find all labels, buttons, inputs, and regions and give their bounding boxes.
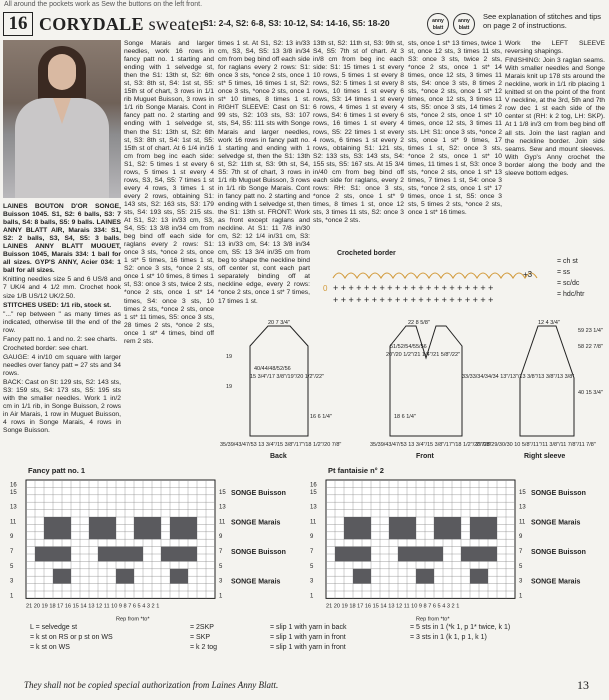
svg-text:18 6 1/4": 18 6 1/4" bbox=[394, 414, 416, 420]
svg-text:+ + + + + + + + + + + + + + +: + + + + + + + + + + + + + + + + + + + + + bbox=[333, 295, 494, 305]
finishing-text: FINISHING: Join 3 raglan seams. With smaller needles and Songe Marais knit up 178 sts around the neckline, work in 1/1 rib placing 1 knitted st on the point of the front V neckline, at the 3rd, 5th and 7th row dec 1 st each side of the center st (RH: k 2 tog, LH: SKP). At 1 1/8 in/3 cm from beg bind off all sts. Join the last raglan and the neckline border. Join side seams. Sew and mount sleeves. With Gyp's Anny crochet the border along the body and the sleeve bottom edges. bbox=[505, 57, 605, 177]
chart-cell-dark bbox=[470, 517, 497, 539]
chart-cell-dark bbox=[416, 569, 434, 584]
chart-cell-dark bbox=[134, 517, 161, 539]
row-label: 13 bbox=[310, 504, 317, 511]
svg-text:35/39/43/47/53 13 3/4"/15 3/8: 35/39/43/47/53 13 3/4"/15 3/8"/17"/18 1/2"/20 7/8" bbox=[370, 442, 492, 448]
legend-hdc: = hdc/htr bbox=[557, 291, 585, 298]
instructions-text: Songe Marais and larger needles, work 16 rows in fancy patt no. 1 starting and ending with 1 selvedge st, then the S1: 13th st, S2: 6th st, S3: 8th st, S4: 1st st, S5: 15th st of chart, 3 rows in 1/1 rib Muguet Buisson, 3 rows in 1/1 rib Songe Marais. Cont in fancy patt no. 2 starting and ending with 1 selvedge st, then the S1: 13th st, S2: 6th st, S3: 8th st, S4: 1st st, S5: 15th st of chart. At 6 1/4 in/16 cm from beg inc each side: S1, S2: 5 times 1 st every 6 rows, 5 times 1 st every 4 rows, S3, S4, S5: 7 times 1 st every 4 rows, 3 times 1 st every 2 rows, obtaining S1: 143 sts, S2: 163 sts, S3: 179 sts, S4: 193 sts, S5: 215 sts. At S1, S2: 13 in/33 cm, S3, S4, S5: 13 3/8 in/34 cm from beg bind off each side for raglans every 2 rows: S1: once 3 sts, *once 2 sts, once 1 st* 5 times, 16 times 1 st, S2: once 3 sts, *once 2 sts, once 1 st* 10 times, 8 times 1 st, S3: once 3 sts, twice 2 sts, *once 2 sts, once 1 st* 14 times, S4: once 3 sts, 10 times 2 sts, *once 2 sts, once 1 st* 11 times, S5: once 3 sts, 28 times 2 sts, *once 2 sts, once 1 st* 4 times, bind off rem 2 sts. bbox=[124, 40, 214, 345]
svg-text:33/33/34/34/34 13"/13"/13 3/8: 33/33/34/34/34 13"/13"/13 3/8"/13 3/8"/13 3/8" bbox=[462, 374, 575, 380]
instructions-col-1 bbox=[3, 203, 121, 493]
crocheted-border-chart bbox=[313, 250, 605, 312]
row-label: 1 bbox=[219, 593, 223, 600]
svg-text:40 15 3/4": 40 15 3/4" bbox=[578, 390, 603, 396]
instructions-col-5 bbox=[408, 40, 502, 248]
row-label: 5 bbox=[10, 563, 14, 570]
legend-sc: = sc/dc bbox=[557, 280, 580, 287]
chart-cell-dark bbox=[170, 517, 197, 539]
row-label: 16 bbox=[310, 482, 317, 489]
key-5in1: = 5 sts in 1 (*k 1, p 1* twice, k 1) bbox=[410, 624, 511, 631]
mark-3: +3 bbox=[523, 270, 533, 279]
instructions-text: sts, once 1 st* 13 times, twice 1 st, once 12 sts, 3 times 11 sts, S3: once 3 sts, twice 2 sts, *once 2 sts, once 1 st* 14 times, once 12 sts, 3 times 11 sts, S4: once 3 sts, 8 times 2 sts, *once 2 sts, once 1 st* 12 times, once 12 sts, 3 times 11 sts, S5: once 3 sts, 14 times 2 sts, *once 2 sts, once 1 st* 10 times, once 12 sts, 3 times 11 sts. LH: S1: once 3 sts, *once 2 sts, once 1 st* 9 times, 17 times 1 st, S2: once 3 sts, *once 2 sts, once 1 st* 10 times, 11 times 1 st, S3: once 3 sts, *once 2 sts, once 1 st* 13 times, 7 times 1 st, S4: once 3 sts, *once 2 sts, once 1 st* 17 times, once 1 st, S5: once 3 sts, 5 times 2 sts, *once 2 sts, once 1 st* 16 times. bbox=[408, 40, 502, 216]
yarn-color-label: SONGE Buisson bbox=[531, 489, 586, 497]
back-text: BACK: Cast on St: 129 sts, S2: 143 sts, S3: 159 sts, S4: 173 sts, S5: 195 sts with the smaller needles. Work 1 in/2 cm in 1/1 rib, in Songe Buisson, 2 rows in Air Marais, 1 row in Muguet Buisson, 4 rows in Songe Marais, 4 rows in Songe Buisson. bbox=[3, 378, 121, 435]
svg-text:19: 19 bbox=[226, 354, 233, 360]
chart-cell-dark bbox=[344, 517, 371, 539]
pattern-number: 16 bbox=[3, 12, 33, 36]
title-item: sweater bbox=[148, 14, 206, 34]
stitch-key bbox=[30, 624, 590, 664]
chart-cell-dark bbox=[44, 517, 71, 539]
row-label: 7 bbox=[219, 549, 223, 555]
row-label: 3 bbox=[519, 578, 523, 585]
row-label: 5 bbox=[519, 563, 523, 570]
key-knit-ws: = k st on WS bbox=[30, 644, 70, 651]
key-2skp: = 2SKP bbox=[190, 624, 214, 631]
row-label: 11 bbox=[519, 519, 526, 526]
svg-text:12 4 3/4": 12 4 3/4" bbox=[538, 320, 560, 326]
repeat-label: Rep from *to* bbox=[416, 616, 450, 623]
header-note: See explanation of stitches and tips on page 2 of instructions. bbox=[483, 12, 601, 30]
row-label: 11 bbox=[310, 519, 317, 526]
svg-text:35/39/43/47/53 13 3/4"/15 3/8: 35/39/43/47/53 13 3/4"/15 3/8"/17"/18 1/2"/20 7/8" bbox=[220, 442, 342, 448]
legend-ss: = ss bbox=[557, 269, 571, 276]
title-brand: CORYDALE bbox=[39, 14, 144, 34]
pattern-header bbox=[3, 12, 605, 38]
row-label: 13 bbox=[219, 504, 226, 511]
copyright-note: They shall not be copied special authorization from Laines Anny Blatt. bbox=[24, 680, 279, 690]
sizes-line: S1: 2-4, S2: 6-8, S3: 10-12, S4: 14-16, S5: 18-20 bbox=[203, 18, 390, 28]
key-selvedge: L = selvedge st bbox=[30, 624, 78, 631]
svg-text:20 7 3/4": 20 7 3/4" bbox=[268, 320, 290, 326]
row-label: 9 bbox=[219, 534, 223, 541]
svg-text:58 22 7/8": 58 22 7/8" bbox=[578, 344, 603, 350]
chart-cell-dark bbox=[335, 547, 371, 562]
key-skp: = SKP bbox=[190, 634, 211, 641]
pattern-title bbox=[39, 12, 206, 36]
row-label: 7 bbox=[10, 549, 14, 555]
row-label: 11 bbox=[219, 519, 226, 526]
schematic-drawings bbox=[220, 318, 606, 468]
row-label: 7 bbox=[310, 549, 314, 555]
chart-title: Pt fantaisie n° 2 bbox=[328, 466, 384, 475]
brand-logo: anny blatt bbox=[427, 13, 449, 35]
crochet-legend bbox=[557, 256, 584, 300]
row-label: 15 bbox=[10, 489, 17, 496]
sleeve-outline bbox=[520, 326, 574, 436]
brand-logo: anny blatt bbox=[453, 13, 475, 35]
yarn-color-label: SONGE Buisson bbox=[231, 489, 286, 497]
sleeve-label: Right sleeve bbox=[524, 453, 566, 460]
svg-text:19: 19 bbox=[226, 384, 233, 390]
materials-text: LAINES BOUTON D'OR SONGE, Buisson 1045. S1, S2: 6 balls, S3: 7 balls, S4: 8 balls, S5: 9 balls. LAINES ANNY BLATT AIR, Marais 334: S1, S2: 2 balls, S3, S4, S5: 3 balls. LAINES ANNY BLATT MUGUET, Buisson 1045, Marais 334: 1 ball for all sizes. GYP'S ANNY, Acier 034: 1 ball for all sizes. bbox=[3, 203, 121, 275]
crochet-border-text: Crocheted border: see chart. bbox=[3, 344, 89, 352]
row-label: 5 bbox=[310, 563, 314, 570]
instructions-col-2 bbox=[124, 40, 214, 494]
row-label: 1 bbox=[519, 593, 523, 600]
row-label: 3 bbox=[219, 578, 223, 585]
fancy-patt-text: Fancy patt no. 1 and no. 2: see charts. bbox=[3, 335, 118, 343]
yarn-color-label: SONGE Marais bbox=[231, 578, 281, 586]
page-number: 13 bbox=[577, 678, 589, 692]
chart-cell-dark bbox=[116, 569, 134, 584]
column-numbers: 21 20 19 18 17 16 15 14 13 12 11 10 9 8 7 6 5 4 3 2 1 bbox=[326, 603, 460, 610]
mark-0: 0 bbox=[323, 284, 328, 293]
chart-cell-dark bbox=[53, 569, 71, 584]
legend-ch: = ch st bbox=[557, 258, 578, 265]
chart-cell-dark bbox=[35, 547, 71, 562]
svg-text:20"/20 1/2"/21 1/4"/21 5/8"/22: 20"/20 1/2"/21 1/4"/21 5/8"/22" bbox=[386, 352, 460, 358]
column-numbers: 21 20 19 18 17 16 15 14 13 12 11 10 9 8 7 6 5 4 3 2 1 bbox=[26, 603, 160, 610]
row-label: 3 bbox=[310, 578, 314, 585]
back-outline bbox=[250, 326, 308, 436]
chart-grid bbox=[8, 476, 302, 632]
instructions-text: times 1 st. At S1, S2: 13 in/33 cm, S3, S4, S5: 13 3/8 in/34 cm from beg bind off each side for raglans every 2 rows: S1: once 3 sts, *once 2 sts, once 1 st* 5 times, 16 times 1 st, S2: once 3 sts, *once 2 sts, once 1 st* 10 times, 8 times 1 st. RIGHT SLEEVE: Cast on S1: 99 sts, S2: 103 sts, S3: 107 sts, S4, S5: 111 sts with Songe Marais and larger needles, work 16 rows in fancy patt no. 1 starting and ending with 1 selvedge st, then the S1: 13th st, S2: 11th st, S3: 9th st, S4, S5: 7th st of chart, 3 rows in 1/1 rib Muguet Buisson, 3 rows in 1/1 rib Songe Marais. Cont in fancy patt no. 2 starting and ending with 1 selvedge st, then the S1: 13th st. FRONT: Work as front except raglans and neckline. At S1: 11 7/8 in/30 cm, S2: 12 1/4 in/31 cm, S3: 13 in/33 cm, S4: 13 3/8 in/34 cm, S5: 13 3/4 in/35 cm from beg to shape the neckline bind off center st, cont each part separately binding off at neckline edge, every 2 rows: *once 2 sts, once 1 st* 7 times, 17 times 1 st. bbox=[218, 40, 310, 305]
chart-cell-dark bbox=[470, 569, 488, 584]
chart-cell-dark bbox=[461, 547, 497, 562]
svg-text:+ + + + + + + + + + + + + + +: + + + + + + + + + + + + + + + + + + + + + bbox=[333, 283, 494, 293]
chart-grid bbox=[308, 476, 606, 632]
row-label: 15 bbox=[310, 489, 317, 496]
chart-cell-dark bbox=[434, 517, 461, 539]
stitches-heading: STITCHES USED: 1/1 rib, stock st. bbox=[3, 301, 112, 309]
model-photo bbox=[3, 40, 121, 198]
front-label: Front bbox=[416, 453, 434, 460]
key-knit: = k st on RS or p st on WS bbox=[30, 634, 113, 641]
yarn-color-label: SONGE Marais bbox=[531, 519, 581, 527]
row-label: 11 bbox=[10, 519, 17, 526]
row-label: 9 bbox=[310, 534, 314, 541]
repeat-label: Rep from *to* bbox=[116, 616, 150, 623]
top-strip: All around the pockets work as Sew the buttons on the left front. bbox=[4, 1, 203, 8]
needles-text: Knitting needles size 5 and 6 US/8 and 7 UK/4 and 4 1/2 mm. Crochet hook size 1/B US/12 UK/2.50. bbox=[3, 276, 121, 300]
instructions-col-4 bbox=[313, 40, 404, 248]
gauge-text: GAUGE: 4 in/10 cm square with larger needles over fancy patt = 27 sts and 34 rows. bbox=[3, 353, 121, 377]
crochet-title: Crocheted border bbox=[337, 250, 396, 257]
chart-cell-dark bbox=[389, 517, 416, 539]
key-3in1: = 3 sts in 1 (k 1, p 1, k 1) bbox=[410, 634, 487, 641]
svg-text:27/28/29/30/30 10 5/8"/11"/11: 27/28/29/30/30 10 5/8"/11"/11 3/8"/11 7/8"/11 7/8" bbox=[476, 442, 596, 448]
svg-text:40/44/48/52/56: 40/44/48/52/56 bbox=[254, 366, 291, 372]
left-sleeve-text: Work the LEFT SLEEVE reversing shapings. bbox=[505, 40, 605, 56]
chart-title: Fancy patt no. 1 bbox=[28, 466, 86, 475]
row-label: 15 bbox=[519, 489, 526, 496]
svg-text:59 23 1/4": 59 23 1/4" bbox=[578, 328, 603, 334]
row-label: 5 bbox=[219, 563, 223, 570]
svg-text:15 3/4"/17 3/8"/19"/20 1/2"/22: 15 3/4"/17 3/8"/19"/20 1/2"/22" bbox=[250, 374, 324, 380]
schematics bbox=[220, 318, 606, 468]
chart-cell-dark bbox=[353, 569, 371, 584]
row-label: 9 bbox=[519, 534, 523, 541]
page-footer bbox=[0, 676, 609, 700]
row-label: 13 bbox=[10, 504, 17, 511]
back-label: Back bbox=[270, 453, 287, 460]
row-label: 16 bbox=[10, 482, 17, 489]
row-label: 1 bbox=[10, 593, 14, 600]
key-k2tog: = k 2 tog bbox=[190, 644, 218, 651]
row-label: 1 bbox=[310, 593, 314, 600]
key-slip-front-2: = slip 1 with yarn in front bbox=[270, 644, 346, 651]
chart-cell-dark bbox=[98, 547, 143, 562]
svg-text:16 6 1/4": 16 6 1/4" bbox=[310, 414, 332, 420]
svg-text:51/52/54/55/56: 51/52/54/55/56 bbox=[390, 344, 427, 350]
chart-cell-dark bbox=[161, 547, 197, 562]
row-label: 3 bbox=[10, 578, 14, 585]
chart-cell-dark bbox=[398, 547, 443, 562]
yarn-color-label: SONGE Marais bbox=[531, 578, 581, 586]
row-label: 15 bbox=[219, 489, 226, 496]
chart-cell-dark bbox=[170, 569, 188, 584]
instructions-col-6 bbox=[505, 40, 605, 248]
key-slip-front: = slip 1 with yarn in front bbox=[270, 634, 346, 641]
yarn-color-label: SONGE Buisson bbox=[231, 549, 286, 556]
row-label: 9 bbox=[10, 534, 14, 541]
svg-text:22 8 5/8": 22 8 5/8" bbox=[408, 320, 430, 326]
yarn-color-label: SONGE Buisson bbox=[531, 549, 586, 556]
row-label: 7 bbox=[519, 549, 523, 555]
yarn-color-label: SONGE Marais bbox=[231, 519, 281, 527]
instructions-text: 13th st, S2: 11th st, S3: 9th st, S4, S5: 7th st of chart. At 3 in/8 cm from beg inc each side: S1: 15 times 1 st every 10 rows, 5 times 1 st every 8 rows, S2: 5 times 1 st every 8 rows, 10 times 1 st every 6 rows, S3: 14 times 1 st every 6 rows, 4 times 1 st every 4 rows, S4: 6 times 1 st every 6 rows, 16 times 1 st every 4 rows, S5: 22 times 1 st every 4 rows, 6 times 1 st every 2 rows, obtaining S1: 121 sts, S2: 133 sts, S3: 143 sts, S4: 155 sts, S5: 167 sts. At 15 3/4 in/40 cm from beg bind off each side for raglans, every 2 rows: RH: S1: once 3 sts, *once 2 sts, once 1 st* 9 times, 8 times 1 st, once 12 sts, 3 times 11 sts, S2: once 3 sts, *once 2 sts. bbox=[313, 40, 404, 225]
repeat-text: "..." rep between " as many times as indicated, otherwise till the end of the row. bbox=[3, 310, 121, 334]
row-label: 13 bbox=[519, 504, 526, 511]
chart-cell-dark bbox=[89, 517, 116, 539]
key-slip-back: = slip 1 with yarn in back bbox=[270, 624, 347, 631]
